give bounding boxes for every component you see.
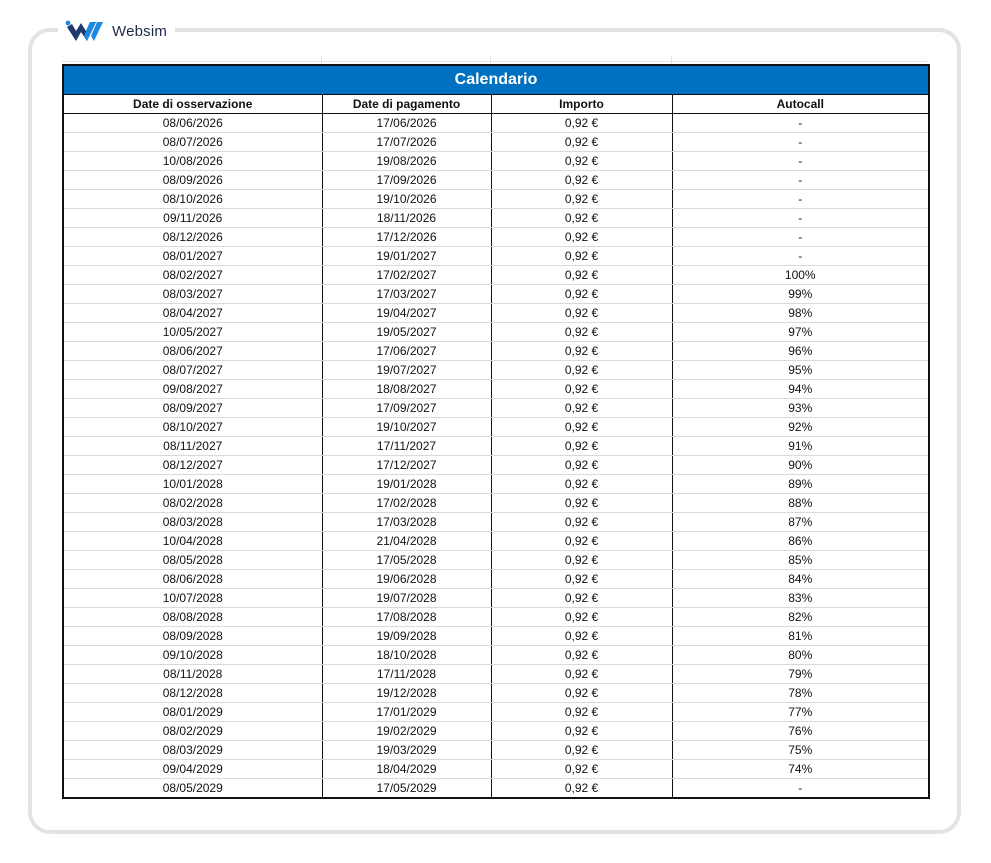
- observation-date-cell: 08/09/2027: [63, 399, 322, 418]
- autocall-cell: -: [672, 779, 929, 799]
- autocall-cell: 82%: [672, 608, 929, 627]
- table-row: [63, 114, 929, 133]
- autocall-cell: 74%: [672, 760, 929, 779]
- payment-date-cell: 17/09/2026: [322, 171, 491, 190]
- payment-date-cell: 17/03/2027: [322, 285, 491, 304]
- payment-date-cell: 17/01/2029: [322, 703, 491, 722]
- column-header-autocall: Autocall: [672, 95, 929, 114]
- payment-date-cell: 19/06/2028: [322, 570, 491, 589]
- autocall-cell: 92%: [672, 418, 929, 437]
- table-row: [63, 551, 929, 570]
- observation-date-cell: 08/02/2028: [63, 494, 322, 513]
- autocall-cell: 91%: [672, 437, 929, 456]
- autocall-cell: -: [672, 133, 929, 152]
- autocall-cell: 77%: [672, 703, 929, 722]
- amount-cell: 0,92 €: [491, 646, 672, 665]
- payment-date-cell: 17/06/2027: [322, 342, 491, 361]
- table-row: [63, 722, 929, 741]
- observation-date-cell: 09/04/2029: [63, 760, 322, 779]
- autocall-cell: 96%: [672, 342, 929, 361]
- autocall-cell: 80%: [672, 646, 929, 665]
- observation-date-cell: 08/07/2027: [63, 361, 322, 380]
- table-row: [63, 171, 929, 190]
- autocall-cell: 88%: [672, 494, 929, 513]
- table-row: [63, 779, 929, 799]
- observation-date-cell: 08/03/2029: [63, 741, 322, 760]
- amount-cell: 0,92 €: [491, 361, 672, 380]
- payment-date-cell: 19/10/2026: [322, 190, 491, 209]
- table-row: [63, 760, 929, 779]
- table-body: [63, 114, 929, 799]
- payment-date-cell: 17/02/2028: [322, 494, 491, 513]
- payment-date-cell: 17/03/2028: [322, 513, 491, 532]
- sheet-gridline: [490, 56, 491, 64]
- autocall-cell: 99%: [672, 285, 929, 304]
- observation-date-cell: 08/03/2027: [63, 285, 322, 304]
- table-row: [63, 627, 929, 646]
- payment-date-cell: 19/09/2028: [322, 627, 491, 646]
- autocall-cell: 75%: [672, 741, 929, 760]
- amount-cell: 0,92 €: [491, 760, 672, 779]
- calendar-table: [62, 64, 930, 799]
- table-row: [63, 741, 929, 760]
- observation-date-cell: 08/12/2027: [63, 456, 322, 475]
- table-row: [63, 475, 929, 494]
- table-row: [63, 665, 929, 684]
- autocall-cell: 76%: [672, 722, 929, 741]
- table-row: [63, 646, 929, 665]
- amount-cell: 0,92 €: [491, 551, 672, 570]
- observation-date-cell: 09/08/2027: [63, 380, 322, 399]
- table-row: [63, 570, 929, 589]
- amount-cell: 0,92 €: [491, 570, 672, 589]
- autocall-cell: -: [672, 209, 929, 228]
- observation-date-cell: 08/01/2027: [63, 247, 322, 266]
- payment-date-cell: 18/10/2028: [322, 646, 491, 665]
- payment-date-cell: 17/11/2028: [322, 665, 491, 684]
- observation-date-cell: 08/11/2027: [63, 437, 322, 456]
- observation-date-cell: 08/03/2028: [63, 513, 322, 532]
- autocall-cell: 98%: [672, 304, 929, 323]
- amount-cell: 0,92 €: [491, 380, 672, 399]
- observation-date-cell: 10/05/2027: [63, 323, 322, 342]
- autocall-cell: 87%: [672, 513, 929, 532]
- amount-cell: 0,92 €: [491, 209, 672, 228]
- amount-cell: 0,92 €: [491, 475, 672, 494]
- table-row: [63, 323, 929, 342]
- table-row: [63, 418, 929, 437]
- table-row: [63, 285, 929, 304]
- amount-cell: 0,92 €: [491, 684, 672, 703]
- table-title: Calendario: [63, 65, 929, 95]
- amount-cell: 0,92 €: [491, 228, 672, 247]
- table-row: [63, 703, 929, 722]
- payment-date-cell: 17/06/2026: [322, 114, 491, 133]
- autocall-cell: 100%: [672, 266, 929, 285]
- payment-date-cell: 19/10/2027: [322, 418, 491, 437]
- amount-cell: 0,92 €: [491, 722, 672, 741]
- autocall-cell: 79%: [672, 665, 929, 684]
- table-row: [63, 361, 929, 380]
- autocall-cell: 93%: [672, 399, 929, 418]
- observation-date-cell: 10/01/2028: [63, 475, 322, 494]
- table-row: [63, 589, 929, 608]
- amount-cell: 0,92 €: [491, 779, 672, 799]
- payment-date-cell: 19/12/2028: [322, 684, 491, 703]
- payment-date-cell: 18/11/2026: [322, 209, 491, 228]
- autocall-cell: -: [672, 152, 929, 171]
- payment-date-cell: 21/04/2028: [322, 532, 491, 551]
- payment-date-cell: 19/01/2028: [322, 475, 491, 494]
- payment-date-cell: 18/08/2027: [322, 380, 491, 399]
- amount-cell: 0,92 €: [491, 190, 672, 209]
- observation-date-cell: 08/09/2026: [63, 171, 322, 190]
- observation-date-cell: 08/09/2028: [63, 627, 322, 646]
- payment-date-cell: 19/04/2027: [322, 304, 491, 323]
- table-row: [63, 608, 929, 627]
- amount-cell: 0,92 €: [491, 532, 672, 551]
- amount-cell: 0,92 €: [491, 456, 672, 475]
- autocall-cell: 84%: [672, 570, 929, 589]
- table-row: [63, 209, 929, 228]
- payment-date-cell: 19/03/2029: [322, 741, 491, 760]
- payment-date-cell: 17/11/2027: [322, 437, 491, 456]
- websim-logo: [58, 16, 175, 46]
- table-row: [63, 266, 929, 285]
- amount-cell: 0,92 €: [491, 266, 672, 285]
- table-row: [63, 228, 929, 247]
- sheet-gridline: [62, 61, 927, 62]
- autocall-cell: 89%: [672, 475, 929, 494]
- observation-date-cell: 08/06/2027: [63, 342, 322, 361]
- payment-date-cell: 19/07/2027: [322, 361, 491, 380]
- amount-cell: 0,92 €: [491, 589, 672, 608]
- amount-cell: 0,92 €: [491, 399, 672, 418]
- table-row: [63, 342, 929, 361]
- websim-w-icon: [64, 19, 106, 43]
- payment-date-cell: 19/02/2029: [322, 722, 491, 741]
- autocall-cell: -: [672, 171, 929, 190]
- observation-date-cell: 08/12/2028: [63, 684, 322, 703]
- autocall-cell: 81%: [672, 627, 929, 646]
- autocall-cell: 90%: [672, 456, 929, 475]
- autocall-cell: 95%: [672, 361, 929, 380]
- payment-date-cell: 19/05/2027: [322, 323, 491, 342]
- observation-date-cell: 08/12/2026: [63, 228, 322, 247]
- observation-date-cell: 10/04/2028: [63, 532, 322, 551]
- amount-cell: 0,92 €: [491, 627, 672, 646]
- table-row: [63, 304, 929, 323]
- amount-cell: 0,92 €: [491, 133, 672, 152]
- autocall-cell: 97%: [672, 323, 929, 342]
- amount-cell: 0,92 €: [491, 171, 672, 190]
- payment-date-cell: 17/05/2029: [322, 779, 491, 799]
- amount-cell: 0,92 €: [491, 342, 672, 361]
- observation-date-cell: 08/01/2029: [63, 703, 322, 722]
- payment-date-cell: 19/01/2027: [322, 247, 491, 266]
- amount-cell: 0,92 €: [491, 247, 672, 266]
- observation-date-cell: 08/10/2027: [63, 418, 322, 437]
- table-row: [63, 437, 929, 456]
- sheet-gridline: [671, 56, 672, 64]
- autocall-cell: 85%: [672, 551, 929, 570]
- amount-cell: 0,92 €: [491, 665, 672, 684]
- payment-date-cell: 17/05/2028: [322, 551, 491, 570]
- autocall-cell: -: [672, 228, 929, 247]
- payment-date-cell: 17/09/2027: [322, 399, 491, 418]
- payment-date-cell: 19/08/2026: [322, 152, 491, 171]
- table-row: [63, 684, 929, 703]
- column-header-observation-date: Date di osservazione: [63, 95, 322, 114]
- observation-date-cell: 08/02/2029: [63, 722, 322, 741]
- observation-date-cell: 08/11/2028: [63, 665, 322, 684]
- table-row: [63, 190, 929, 209]
- table-row: [63, 133, 929, 152]
- table-header-row: [63, 95, 929, 114]
- autocall-cell: -: [672, 190, 929, 209]
- column-header-payment-date: Date di pagamento: [322, 95, 491, 114]
- amount-cell: 0,92 €: [491, 437, 672, 456]
- observation-date-cell: 08/04/2027: [63, 304, 322, 323]
- autocall-cell: -: [672, 247, 929, 266]
- amount-cell: 0,92 €: [491, 494, 672, 513]
- amount-cell: 0,92 €: [491, 741, 672, 760]
- observation-date-cell: 08/07/2026: [63, 133, 322, 152]
- observation-date-cell: 09/11/2026: [63, 209, 322, 228]
- observation-date-cell: 08/05/2028: [63, 551, 322, 570]
- autocall-cell: 83%: [672, 589, 929, 608]
- table-row: [63, 494, 929, 513]
- payment-date-cell: 17/12/2026: [322, 228, 491, 247]
- table-row: [63, 380, 929, 399]
- observation-date-cell: 08/08/2028: [63, 608, 322, 627]
- autocall-cell: 86%: [672, 532, 929, 551]
- autocall-cell: 78%: [672, 684, 929, 703]
- payment-date-cell: 17/02/2027: [322, 266, 491, 285]
- table-row: [63, 247, 929, 266]
- observation-date-cell: 10/07/2028: [63, 589, 322, 608]
- table-row: [63, 399, 929, 418]
- table-row: [63, 513, 929, 532]
- observation-date-cell: 10/08/2026: [63, 152, 322, 171]
- table-row: [63, 532, 929, 551]
- observation-date-cell: 09/10/2028: [63, 646, 322, 665]
- amount-cell: 0,92 €: [491, 513, 672, 532]
- brand-name: Websim: [112, 22, 168, 40]
- amount-cell: 0,92 €: [491, 114, 672, 133]
- observation-date-cell: 08/10/2026: [63, 190, 322, 209]
- payment-date-cell: 18/04/2029: [322, 760, 491, 779]
- amount-cell: 0,92 €: [491, 703, 672, 722]
- amount-cell: 0,92 €: [491, 323, 672, 342]
- table-row: [63, 152, 929, 171]
- observation-date-cell: 08/06/2028: [63, 570, 322, 589]
- payment-date-cell: 17/08/2028: [322, 608, 491, 627]
- amount-cell: 0,92 €: [491, 304, 672, 323]
- amount-cell: 0,92 €: [491, 418, 672, 437]
- sheet-gridline: [321, 56, 322, 64]
- payment-date-cell: 17/12/2027: [322, 456, 491, 475]
- observation-date-cell: 08/05/2029: [162, 780, 223, 795]
- column-header-amount: Importo: [491, 95, 672, 114]
- amount-cell: 0,92 €: [491, 285, 672, 304]
- amount-cell: 0,92 €: [491, 608, 672, 627]
- autocall-cell: 94%: [672, 380, 929, 399]
- payment-date-cell: 19/07/2028: [322, 589, 491, 608]
- amount-cell: 0,92 €: [491, 152, 672, 171]
- observation-date-cell: 08/06/2026: [63, 114, 322, 133]
- table-row: [63, 456, 929, 475]
- observation-date-cell: 08/02/2027: [63, 266, 322, 285]
- payment-date-cell: 17/07/2026: [322, 133, 491, 152]
- autocall-cell: -: [672, 114, 929, 133]
